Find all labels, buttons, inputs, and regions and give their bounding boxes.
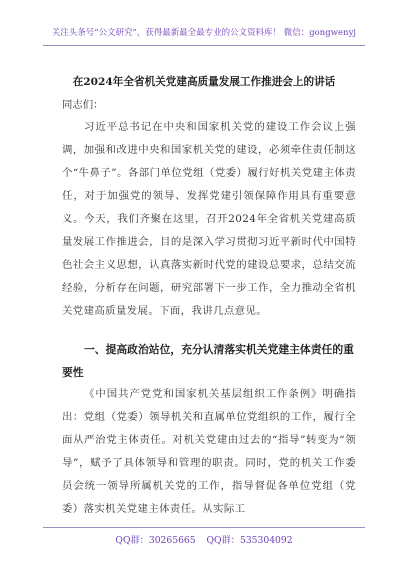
intro-paragraph: 习近平总书记在中央和国家机关党的建设工作会议上强调，加强和改进中央和国家机关党的建设，必须牵住责任制这个“牛鼻子”。各部门单位党组（党委）履行好机关党建主体责任，对于加强党的领导、发挥党建引领保障作用具有重要意义。今天，我们齐聚在这里，召开2024年全省机关党建高质量发展工作推进会，目的是深入学习贯彻习近平新时代中国特色社会主义思想，认真落实新时代党的建设总要求，总结交流经验，分析存在问题，研究部署下一步工作，全力推动全省机关党建高质量发展。下面，我讲几点意见。 — [62, 121, 356, 317]
document-title: 在2024年全省机关党建高质量发展工作推进会上的讲话 — [72, 76, 336, 88]
header-divider — [43, 45, 365, 46]
section-paragraph: 《中国共产党党和国家机关基层组织工作条例》明确指出：党组（党委）领导机关和直属单位党组织的工作，履行全面从严治党主体责任。对机关党建由过去的“指导”转变为“领导”，赋予了具体领导和管理的职责。同时，党的机关工作委员会统一领导所属机关党的工作，指导督促各单位党组（党委）落实机关党建主体责任。从实际工 — [62, 388, 356, 515]
section-heading: 一、提高政治站位，充分认清落实机关党建主体责任的重要性 — [62, 343, 354, 379]
footer-divider — [43, 527, 365, 528]
promo-banner: 关注头条号“公文研究”，获得最新最全最专业的公文资料库！ 微信：gongwenyj — [51, 27, 357, 37]
footer-qq-contacts: QQ群：30265665 QQ群：535304092 — [115, 535, 293, 546]
greeting: 同志们： — [62, 99, 104, 111]
